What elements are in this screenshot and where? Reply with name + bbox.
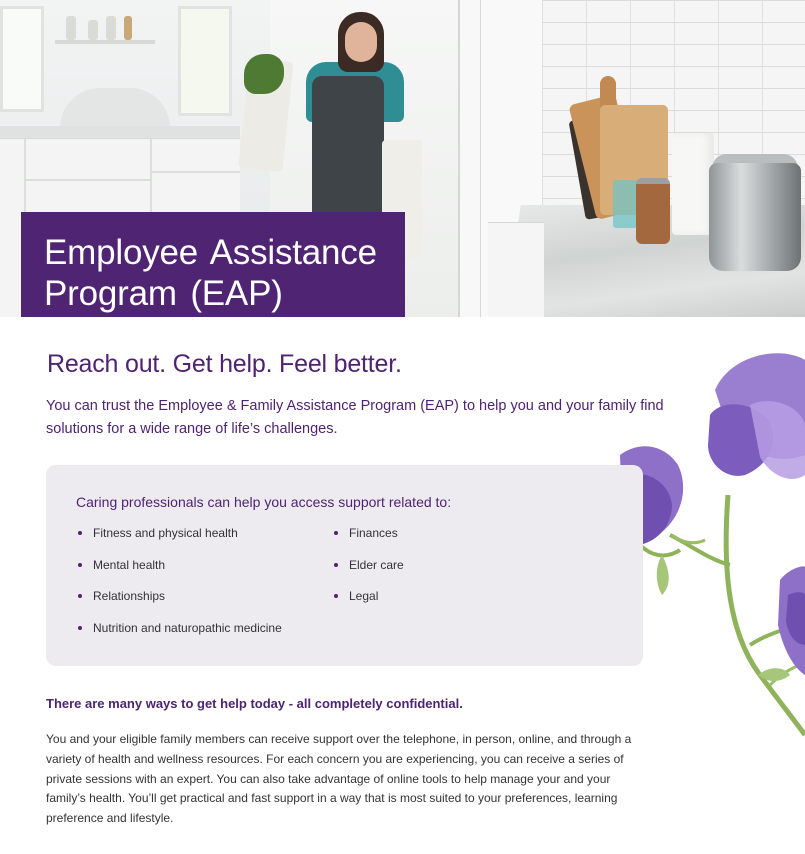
main-heading: Reach out. Get help. Feel better. (47, 350, 402, 378)
page-title-line-2: Program (EAP) (44, 274, 283, 313)
confidential-heading: There are many ways to get help today - all completely confidential. (46, 696, 463, 711)
list-item: Relationships (78, 588, 282, 620)
title-banner (21, 212, 405, 317)
list-item: Nutrition and naturopathic medicine (78, 620, 282, 652)
hero-photo (0, 0, 805, 317)
support-list-column-1 (78, 525, 282, 651)
page-title-line-1: Employee Assistance (44, 233, 377, 272)
intro-paragraph: You can trust the Employee & Family Assistance Program (EAP) to help you and your family find solutions for a wide range of life’s challenges. (46, 398, 664, 437)
support-lead-text: Caring professionals can help you access support related to: (76, 494, 452, 510)
list-item: Fitness and physical health (78, 525, 282, 557)
support-topics-box (46, 465, 643, 666)
support-list-column-2 (334, 525, 404, 620)
list-item: Mental health (78, 557, 282, 589)
list-item: Finances (334, 525, 404, 557)
list-item: Elder care (334, 557, 404, 589)
support-description-paragraph: You and your eligible family members can receive support over the telephone, in person, online, and through a variety of health and wellness resources. For each concern you are experiencing, you can receive a series of private sessions with an expert. You can also take advantage of online tools to help manage your and your family’s health. You’ll get practical and fast support in a way that is most suited to your preferences, learning preference and lifestyle. (46, 732, 632, 826)
list-item: Legal (334, 588, 404, 620)
